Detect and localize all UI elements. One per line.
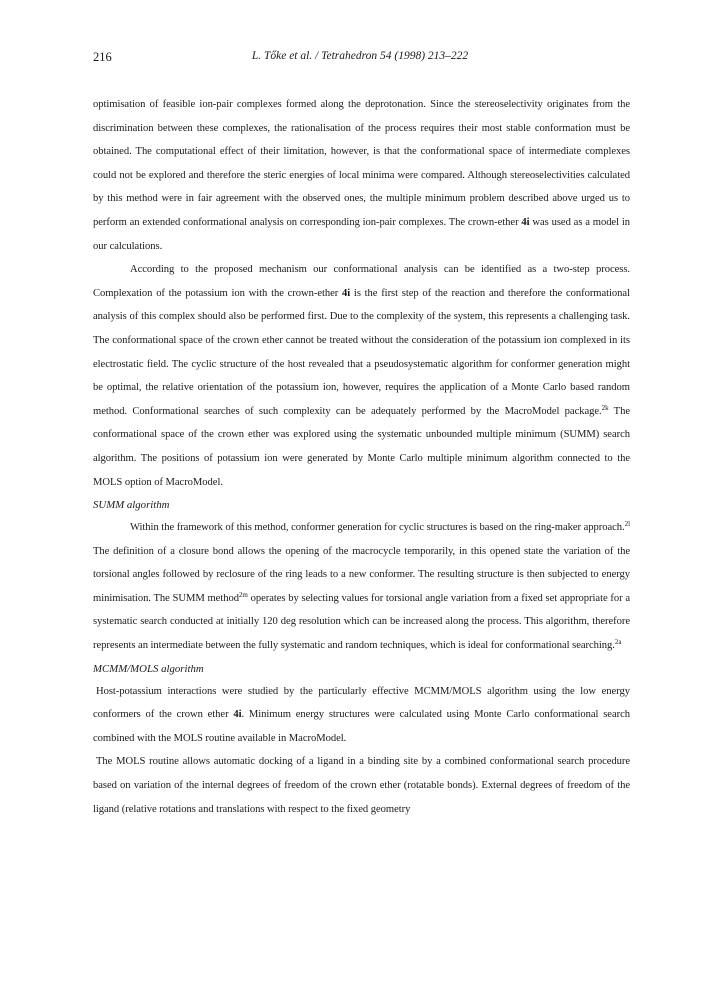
page-number: 216	[93, 50, 112, 64]
paragraph-4-text-a: Host-potassium interactions were studied by the particularly effective MCMM/MOLS algorithm using the low energy conformers of the crown ether	[93, 685, 630, 721]
paragraph-4	[93, 680, 630, 751]
paragraph-1-end: was used as a model in our calculations.	[93, 216, 630, 252]
running-head: L. Tőke et al. / Tetrahedron 54 (1998) 213–222	[251, 50, 469, 62]
paragraph-3-text-a: Within the framework of this method, conformer generation for cyclic structures is based on the ring-maker approach.	[130, 522, 625, 534]
citation: 2k	[601, 403, 609, 412]
paragraph-3	[93, 516, 630, 658]
section-heading-mcmm: MCMM/MOLS algorithm	[93, 662, 204, 675]
citation: 2l	[624, 520, 630, 529]
paragraph-2-text-a: According to the proposed mechanism our conformational analysis can be identified as a two-step process. Complexation of the potassium ion with the crown-ether	[93, 264, 630, 299]
paragraph-3-text-c: operates by selecting values for torsional angle variation from a fixed set appropriate for a systematic search conducted at initially 120 deg resolution which can be increased along the process. This algorithm, therefore represents an intermediate between the fully systematic and random techniques, which is ideal for conformational searching.	[93, 592, 630, 652]
citation: 2a	[614, 638, 622, 647]
compound-ref: 4i	[521, 216, 530, 228]
page-header	[0, 50, 720, 70]
article-body	[93, 93, 630, 821]
paragraph-2-text-c: The conformational space of the crown ether was explored using the systematic unbounded multiple minimum (SUMM) search algorithm. The positions of potassium ion were generated by Monte Carlo multiple minimum algorithm connected to the MOLS option of MacroModel.	[93, 405, 630, 488]
paragraph-3-text-b: The definition of a closure bond allows the opening of the macrocycle temporarily, in this opened state the variation of the torsional angles followed by reclosure of the ring leads to a new conformer. The resulting structure is then subjected to energy minimisation. The SUMM method	[93, 545, 630, 604]
paragraph-5: The MOLS routine allows automatic docking of a ligand in a binding site by a combined conformational search procedure based on variation of the internal degrees of freedom of the crown ether (rotatable bonds). External degrees of freedom of the ligand (relative rotations and translations with respect to the fixed geometry	[93, 756, 630, 815]
compound-ref: 4i	[342, 287, 351, 299]
paragraph-4-text-b: . Minimum energy structures were calculated using Monte Carlo conformational search combined with the MOLS routine available in MacroModel.	[93, 709, 630, 744]
section-heading-summ: SUMM algorithm	[93, 499, 170, 512]
paragraph-2-text-b: is the first step of the reaction and therefore the conformational analysis of this complex should also be performed first. Due to the complexity of the system, this represents a challenging task. The conformational space of the crown ether cannot be treated without the consideration of the potassium ion complexed in its electrostatic field. The cyclic structure of the host revealed that a pseudosystematic algorithm for conformer generation might be optimal, the relative orientation of the potassium ion, however, requires the application of a Monte Carlo based random method. Conformational searches of such complexity can be adequately performed by the MacroModel package.	[93, 287, 630, 417]
citation: 2m	[238, 590, 248, 599]
paragraph-1-text: optimisation of feasible ion-pair complexes formed along the deprotonation. Since the stereoselectivity originates from the discrimination between these complexes, the rationalisation of the process requires their most stable conformation must be obtained. The computational effect of their limitation, however, is that the conformational space of intermediate complexes could not be explored and therefore the steric energies of local minima were compared. Although stereoselectivities calculated by this method were in fair agreement with the observed ones, the multiple minimum problem described above urged us to perform an extended conformational analysis on corresponding ion-pair complexes. The crown-ether	[93, 99, 630, 228]
paragraph-1	[93, 93, 630, 258]
paragraph-2	[93, 258, 630, 494]
compound-ref: 4i	[233, 709, 242, 721]
